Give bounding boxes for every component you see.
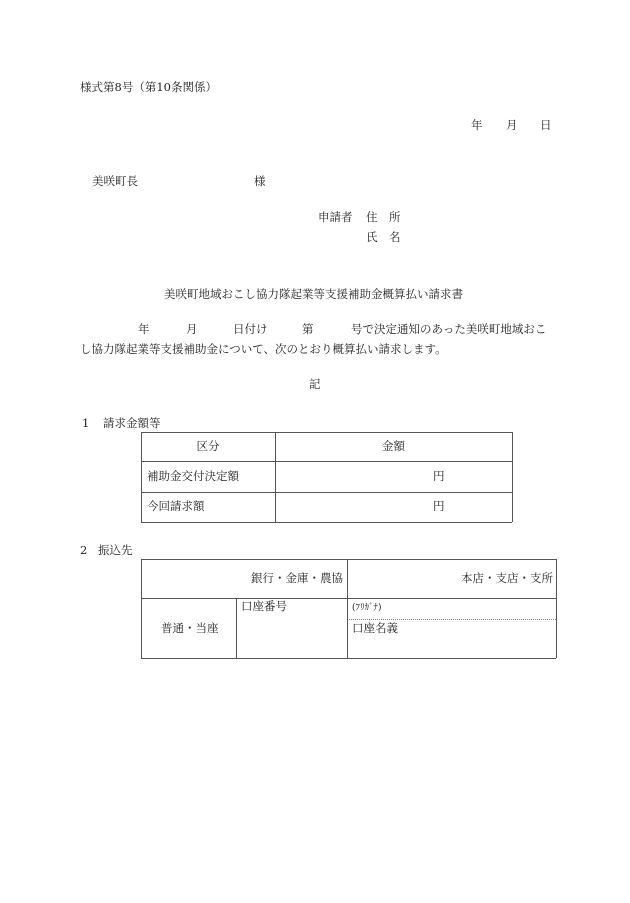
decided-amount-field[interactable] xyxy=(280,464,425,488)
table-border xyxy=(141,492,512,493)
body-number: 第 xyxy=(302,322,314,336)
table-border xyxy=(512,432,513,522)
applicant-name-label: 氏 名 xyxy=(366,230,401,244)
body-line2: し協力隊起業等支援補助金について、次のとおり概算払い請求します。 xyxy=(80,342,447,356)
applicant-address-label: 住 所 xyxy=(366,210,401,224)
account-name-label: 口座名義 xyxy=(352,621,398,635)
account-number-label: 口座番号 xyxy=(241,599,287,613)
body-line1-rest: 号で決定通知のあった美咲町地域おこ xyxy=(351,322,547,336)
body-day: 日付け xyxy=(233,322,268,336)
date-day-label: 日 xyxy=(540,118,552,132)
furigana-divider xyxy=(347,619,556,620)
body-year: 年 xyxy=(138,322,150,336)
header-amount: 金額 xyxy=(382,439,405,453)
row-label-request-amount: 今回請求額 xyxy=(147,499,205,513)
row-unit-yen: 円 xyxy=(433,469,445,483)
table-border xyxy=(556,559,557,658)
section2-heading: 振込先 xyxy=(98,543,133,557)
table-border xyxy=(141,559,142,658)
branch-type-label: 本店・支店・支所 xyxy=(461,571,553,585)
section1-number: 1 xyxy=(82,416,90,430)
row-unit-yen: 円 xyxy=(433,499,445,513)
addressee-honorific: 様 xyxy=(254,174,266,188)
ki-label: 記 xyxy=(309,377,321,391)
account-type-label: 普通・当座 xyxy=(161,621,219,635)
bank-type-label: 銀行・金庫・農協 xyxy=(251,571,343,585)
addressee-name: 美咲町長 xyxy=(92,174,138,188)
table-border xyxy=(141,461,512,462)
form-number: 様式第8号（第10条関係） xyxy=(80,80,217,94)
section2-number: 2 xyxy=(80,543,88,557)
header-category: 区分 xyxy=(196,439,220,453)
body-month: 月 xyxy=(186,322,198,336)
table-border xyxy=(347,559,348,658)
applicant-label: 申請者 xyxy=(318,210,353,224)
date-month-label: 月 xyxy=(506,118,518,132)
table-border xyxy=(141,598,556,599)
row-label-decided-amount: 補助金交付決定額 xyxy=(147,469,239,483)
request-amount-field[interactable] xyxy=(280,495,425,519)
table-border xyxy=(141,658,556,659)
date-year-label: 年 xyxy=(471,118,483,132)
section1-heading: 請求金額等 xyxy=(103,416,161,430)
table-border xyxy=(236,598,237,658)
furigana-label: (ﾌﾘｶﾞﾅ) xyxy=(352,603,382,613)
table-border xyxy=(141,559,556,560)
table-border xyxy=(141,432,512,433)
table-border xyxy=(141,522,512,523)
document-title: 美咲町地域おこし協力隊起業等支援補助金概算払い請求書 xyxy=(164,287,463,301)
